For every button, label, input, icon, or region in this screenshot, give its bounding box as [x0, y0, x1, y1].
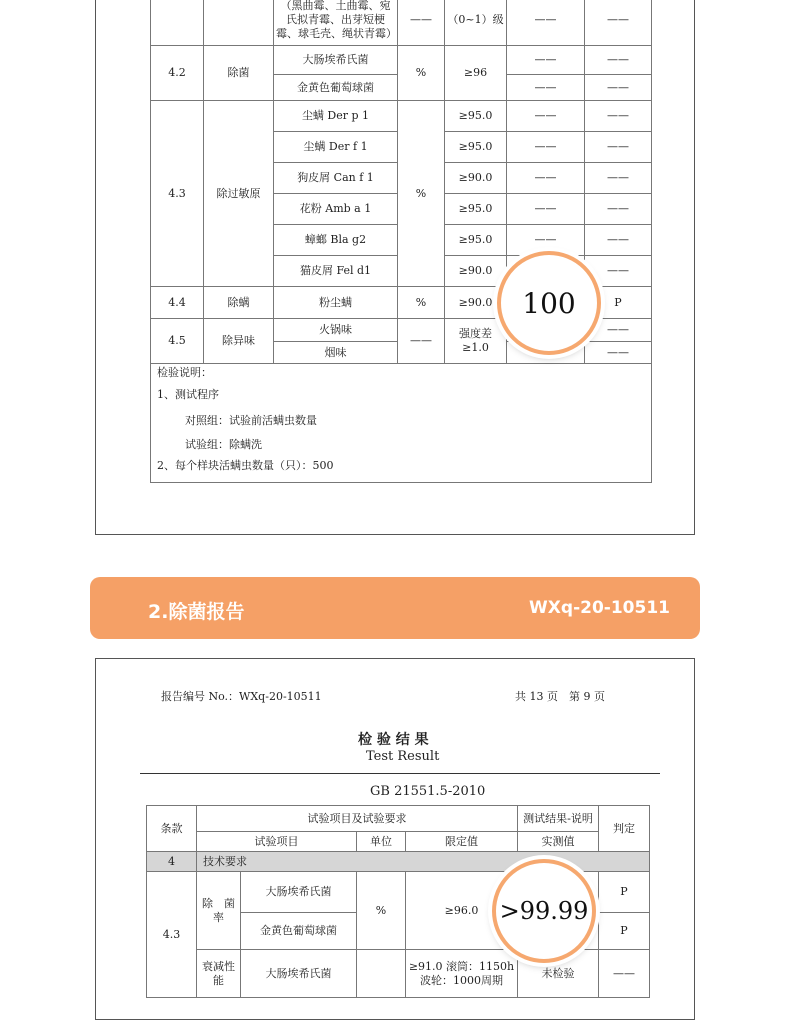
cell-verdict: —— — [585, 256, 652, 287]
cell-item: 蟑螂 Bla g2 — [274, 225, 398, 256]
cell-unit: % — [357, 872, 406, 950]
cell-verdict: —— — [585, 194, 652, 225]
cell-limit: ≥96 — [445, 46, 507, 101]
report-title-en: Test Result — [366, 749, 440, 764]
cell-result: —— — [507, 0, 585, 46]
cell-rate-label: 除 菌率 — [197, 872, 241, 950]
cell-limit: ≥95.0 — [445, 225, 507, 256]
title-rule — [140, 773, 660, 774]
page-count: 共 13 页 第 9 页 — [515, 690, 605, 703]
cell-limit: ≥90.0 — [445, 287, 507, 319]
cell-item: 金黄色葡萄球菌 — [274, 75, 398, 101]
cell-name: 除菌 — [204, 46, 274, 101]
cell-unit: % — [398, 46, 445, 101]
cell-verdict: —— — [585, 342, 652, 364]
cell-result: —— — [507, 46, 585, 75]
cell-result: —— — [507, 132, 585, 163]
cell-verdict: —— — [585, 0, 652, 46]
header-item: 试验项目 — [197, 832, 357, 852]
cell-verdict: P — [599, 872, 650, 913]
cell-unit: —— — [398, 0, 445, 46]
cell-unit: —— — [398, 319, 445, 364]
cell-item: 火锅味 — [274, 319, 398, 342]
cell-item: 猫皮屑 Fel d1 — [274, 256, 398, 287]
cell-limit: ≥95.0 — [445, 101, 507, 132]
cell-clause: 4.5 — [151, 319, 204, 364]
cell-limit: ≥95.0 — [445, 132, 507, 163]
report-title-cn: 检 验 结 果 — [358, 732, 429, 748]
cell-item: 尘螨 Der p 1 — [274, 101, 398, 132]
cell-decay-label: 衰减性能 — [197, 950, 241, 998]
cell-result: —— — [507, 225, 585, 256]
cell-limit: ≥95.0 — [445, 194, 507, 225]
cell-verdict: —— — [585, 75, 652, 101]
cell-item: 花粉 Amb a 1 — [274, 194, 398, 225]
cell-verdict: —— — [585, 225, 652, 256]
header-clause: 条款 — [147, 806, 197, 852]
cell-clause: 4.4 — [151, 287, 204, 319]
cell-item: 粉尘螨 — [274, 287, 398, 319]
banner-title: 2.除菌报告 — [148, 601, 245, 623]
cell-measured: 未检验 — [518, 950, 599, 998]
cell-clause: 4.2 — [151, 46, 204, 101]
test-notes — [150, 362, 652, 483]
cell-verdict: —— — [585, 163, 652, 194]
header-result-note: 测试结果-说明 — [518, 806, 599, 832]
cell-result: —— — [507, 101, 585, 132]
cell-item: （黑曲霉、土曲霉、宛氏拟青霉、出芽短梗霉、球毛壳、绳状青霉） — [274, 0, 398, 46]
cell-verdict: —— — [585, 101, 652, 132]
section-name: 技术要求 — [197, 852, 650, 872]
bubble-value: 100 — [522, 286, 576, 320]
notes-line: 1、测试程序 — [157, 388, 219, 401]
cell-verdict: —— — [585, 46, 652, 75]
cell-item: 尘螨 Der f 1 — [274, 132, 398, 163]
cell-unit: % — [398, 101, 445, 287]
cell-item: 狗皮屑 Can f 1 — [274, 163, 398, 194]
cell-limit: （0~1）级 — [445, 0, 507, 46]
cell-verdict: —— — [585, 132, 652, 163]
cell-result: —— — [507, 75, 585, 101]
cell-name: 除异味 — [204, 319, 274, 364]
cell-verdict: —— — [599, 950, 650, 998]
cell-limit: ≥91.0 滚筒：1150h 波轮：1000周期 — [406, 950, 518, 998]
header-measured: 实测值 — [518, 832, 599, 852]
cell-clause: 4.3 — [151, 101, 204, 287]
standard-number: GB 21551.5-2010 — [370, 784, 486, 799]
cell-unit: % — [398, 287, 445, 319]
cell-verdict: P — [585, 287, 652, 319]
cell-limit: ≥96.0 — [406, 872, 518, 950]
cell-item: 烟味 — [274, 342, 398, 364]
notes-line: 试验组：除螨洗 — [185, 438, 262, 451]
notes-line: 对照组：试验前活螨虫数量 — [185, 414, 317, 427]
bubble-value: >99.99 — [499, 897, 589, 925]
cell-limit: ≥90.0 — [445, 163, 507, 194]
header-items-req: 试验项目及试验要求 — [197, 806, 518, 832]
cell-item: 大肠埃希氏菌 — [241, 872, 357, 913]
section-no: 4 — [147, 852, 197, 872]
section-banner — [90, 577, 700, 639]
header-limit: 限定值 — [406, 832, 518, 852]
cell-name: 除过敏原 — [204, 101, 274, 287]
cell-verdict: —— — [585, 319, 652, 342]
header-verdict: 判定 — [599, 806, 650, 852]
highlight-bubble-9999 — [492, 859, 596, 963]
cell-result: —— — [507, 163, 585, 194]
header-unit: 单位 — [357, 832, 406, 852]
cell-item: 大肠埃希氏菌 — [274, 46, 398, 75]
highlight-bubble-100 — [497, 251, 601, 355]
report-number: 报告编号 No.：WXq-20-10511 — [161, 690, 322, 703]
notes-title: 检验说明： — [157, 366, 212, 379]
cell-result: —— — [507, 194, 585, 225]
cell-limit: ≥90.0 — [445, 256, 507, 287]
notes-line: 2、每个样块活螨虫数量（只）：500 — [157, 459, 334, 472]
cell-item: 大肠埃希氏菌 — [241, 950, 357, 998]
banner-code: WXq-20-10511 — [529, 598, 670, 618]
cell-name: 除螨 — [204, 287, 274, 319]
cell-verdict: P — [599, 913, 650, 950]
cell-item: 金黄色葡萄球菌 — [241, 913, 357, 950]
cell-clause: 4.3 — [147, 872, 197, 998]
cell-limit: 强度差≥1.0 — [445, 319, 507, 364]
